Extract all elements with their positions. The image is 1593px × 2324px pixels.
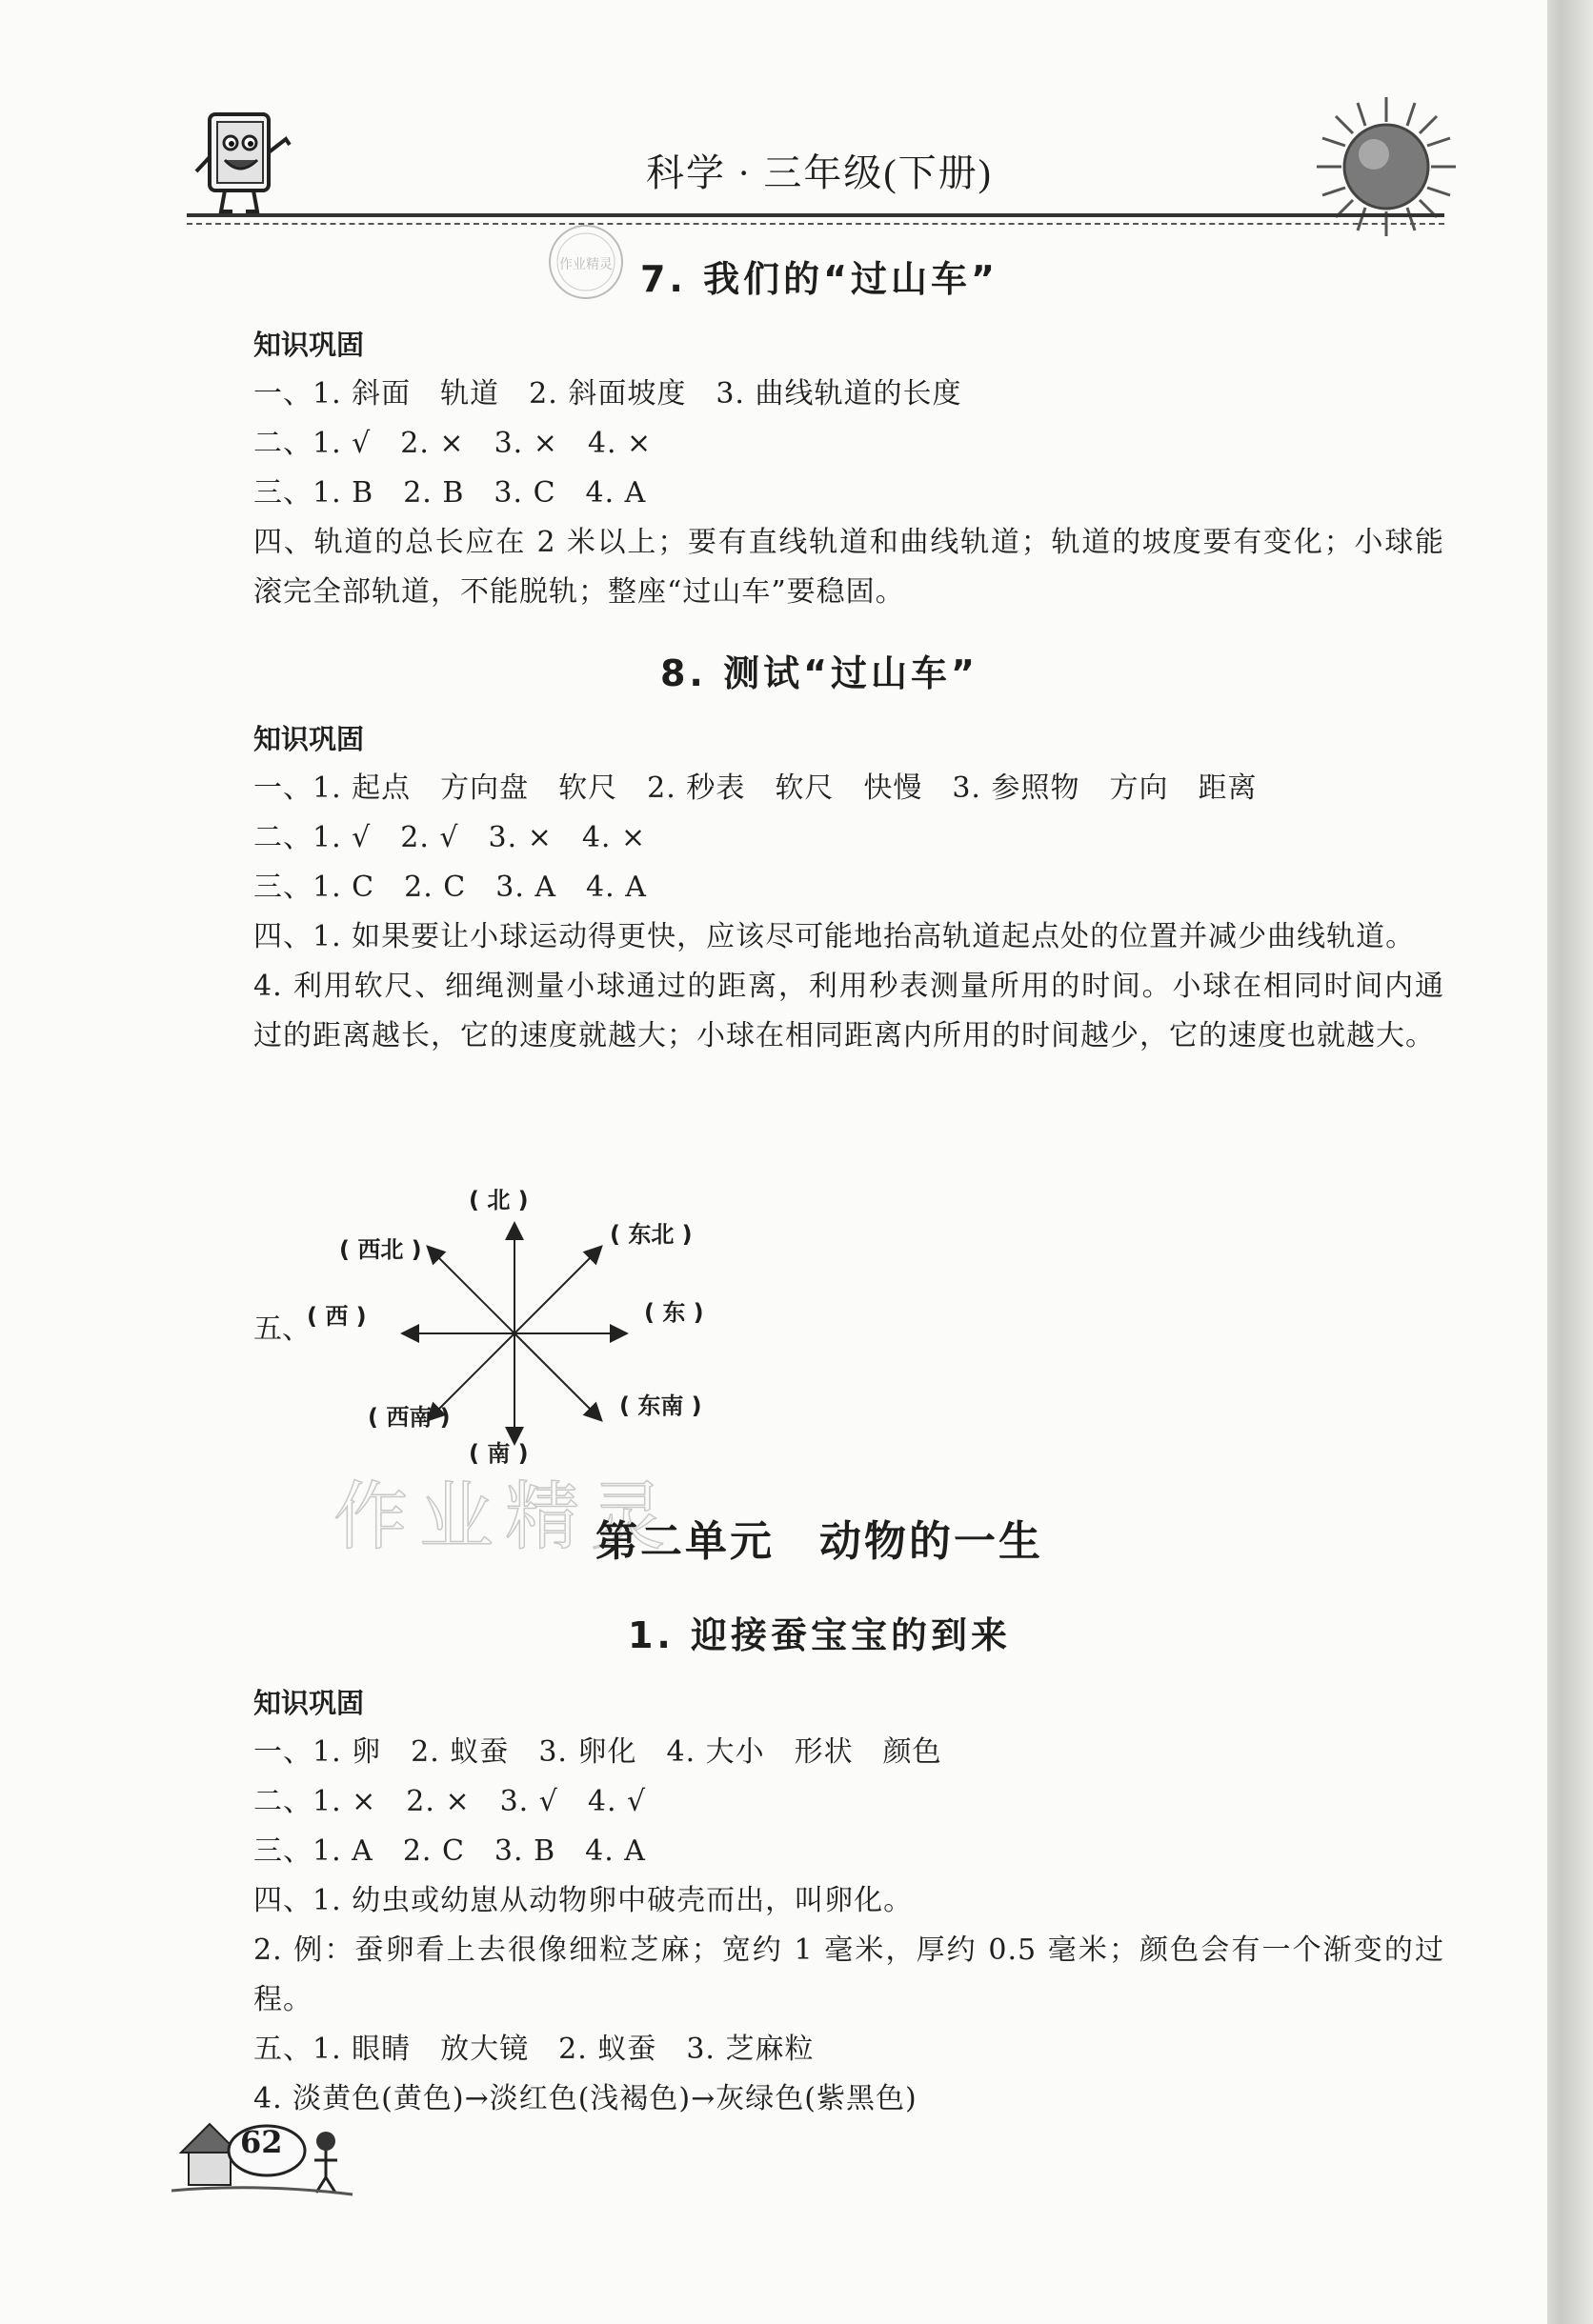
unit-title: 第二单元 动物的一生 [595,1517,1043,1566]
answer-line: 四、1. 如果要让小球运动得更快，应该尽可能地抬高轨道起点处的位置并减少曲线轨道。 [253,920,1416,953]
compass-east-label: ( 东 ) [644,1299,704,1326]
section-heading: 知识巩固 [253,329,365,361]
section-8-content [253,714,1444,1061]
compass-north-label: ( 北 ) [469,1187,529,1213]
compass-southwest-label: ( 西南 ) [368,1404,451,1431]
arrow-southeast [514,1333,600,1419]
header-title: 科学 · 三年级(下册) [646,151,993,194]
compass-northwest-label: ( 西北 ) [339,1236,422,1263]
answer-line: 二、1. × 2. × 3. √ 4. √ [253,1785,647,1818]
answer-line: 三、1. B 2. B 3. C 4. A [253,476,647,510]
answer-line: 三、1. C 2. C 3. A 4. A [253,871,647,904]
compass-west-label: ( 西 ) [307,1303,367,1330]
answer-line: 4. 淡黄色(黄色)→淡红色(浅褐色)→灰绿色(紫黑色) [253,2082,917,2115]
section-title-unit2-1: 1. 迎接蚕宝宝的到来 [627,1614,1012,1656]
unit2-section-1-content [253,1678,1444,2124]
compass-southeast-label: ( 东南 ) [619,1392,702,1419]
svg-text:作业精灵: 作业精灵 [559,257,613,272]
section-7-content [253,320,1444,617]
answer-line: 四、1. 幼虫或幼崽从动物卵中破壳而出，叫卵化。 [253,1884,914,1917]
answer-line: 五、1. 眼睛 放大镜 2. 蚁蚕 3. 芝麻粒 [253,2033,815,2066]
compass-south-label: ( 南 ) [469,1440,529,1467]
page-edge [1547,0,1593,2324]
arrow-northwest [429,1248,514,1333]
section-heading: 知识巩固 [253,1687,365,1719]
page-number: 62 [240,2124,283,2160]
section-title-7: 7. 我们的“过山车” [639,258,999,300]
watermark-text: 作业精灵 [333,1474,677,1560]
section-heading: 知识巩固 [253,723,365,755]
page-number-badge [171,2095,362,2200]
header-rule [187,213,1444,225]
answer-line: 一、1. 起点 方向盘 软尺 2. 秒表 软尺 快慢 3. 参照物 方向 距离 [253,771,1258,805]
answer-line: 三、1. A 2. C 3. B 4. A [253,1834,646,1868]
compass-northeast-label: ( 东北 ) [610,1221,693,1248]
answer-line: 四、轨道的总长应在 2 米以上；要有直线轨道和曲线轨道；轨道的坡度要有变化；小球能滚完全部轨道，不能脱轨；整座“过山车”要稳固。 [253,526,1444,609]
answer-line: 2. 例：蚕卵看上去很像细粒芝麻；宽约 1 毫米，厚约 0.5 毫米；颜色会有一个渐变的过程。 [253,1933,1444,2016]
section-title-8: 8. 测试“过山车” [659,652,979,694]
arrow-northeast [514,1248,600,1333]
question-five-label: 五、 [253,1312,311,1346]
answer-line: 一、1. 斜面 轨道 2. 斜面坡度 3. 曲线轨道的长度 [253,377,962,411]
answer-line: 4. 利用软尺、细绳测量小球通过的距离，利用秒表测量所用的时间。小球在相同时间内通过的距离越长，它的速度就越大；小球在相同距离内所用的时间越少，它的速度也就越大。 [253,970,1444,1052]
answer-line: 一、1. 卵 2. 蚁蚕 3. 卵化 4. 大小 形状 颜色 [253,1735,942,1769]
answer-line: 二、1. √ 2. × 3. × 4. × [253,427,653,460]
answer-line: 二、1. √ 2. √ 3. × 4. × [253,821,647,854]
book-mascot-icon [191,105,295,219]
